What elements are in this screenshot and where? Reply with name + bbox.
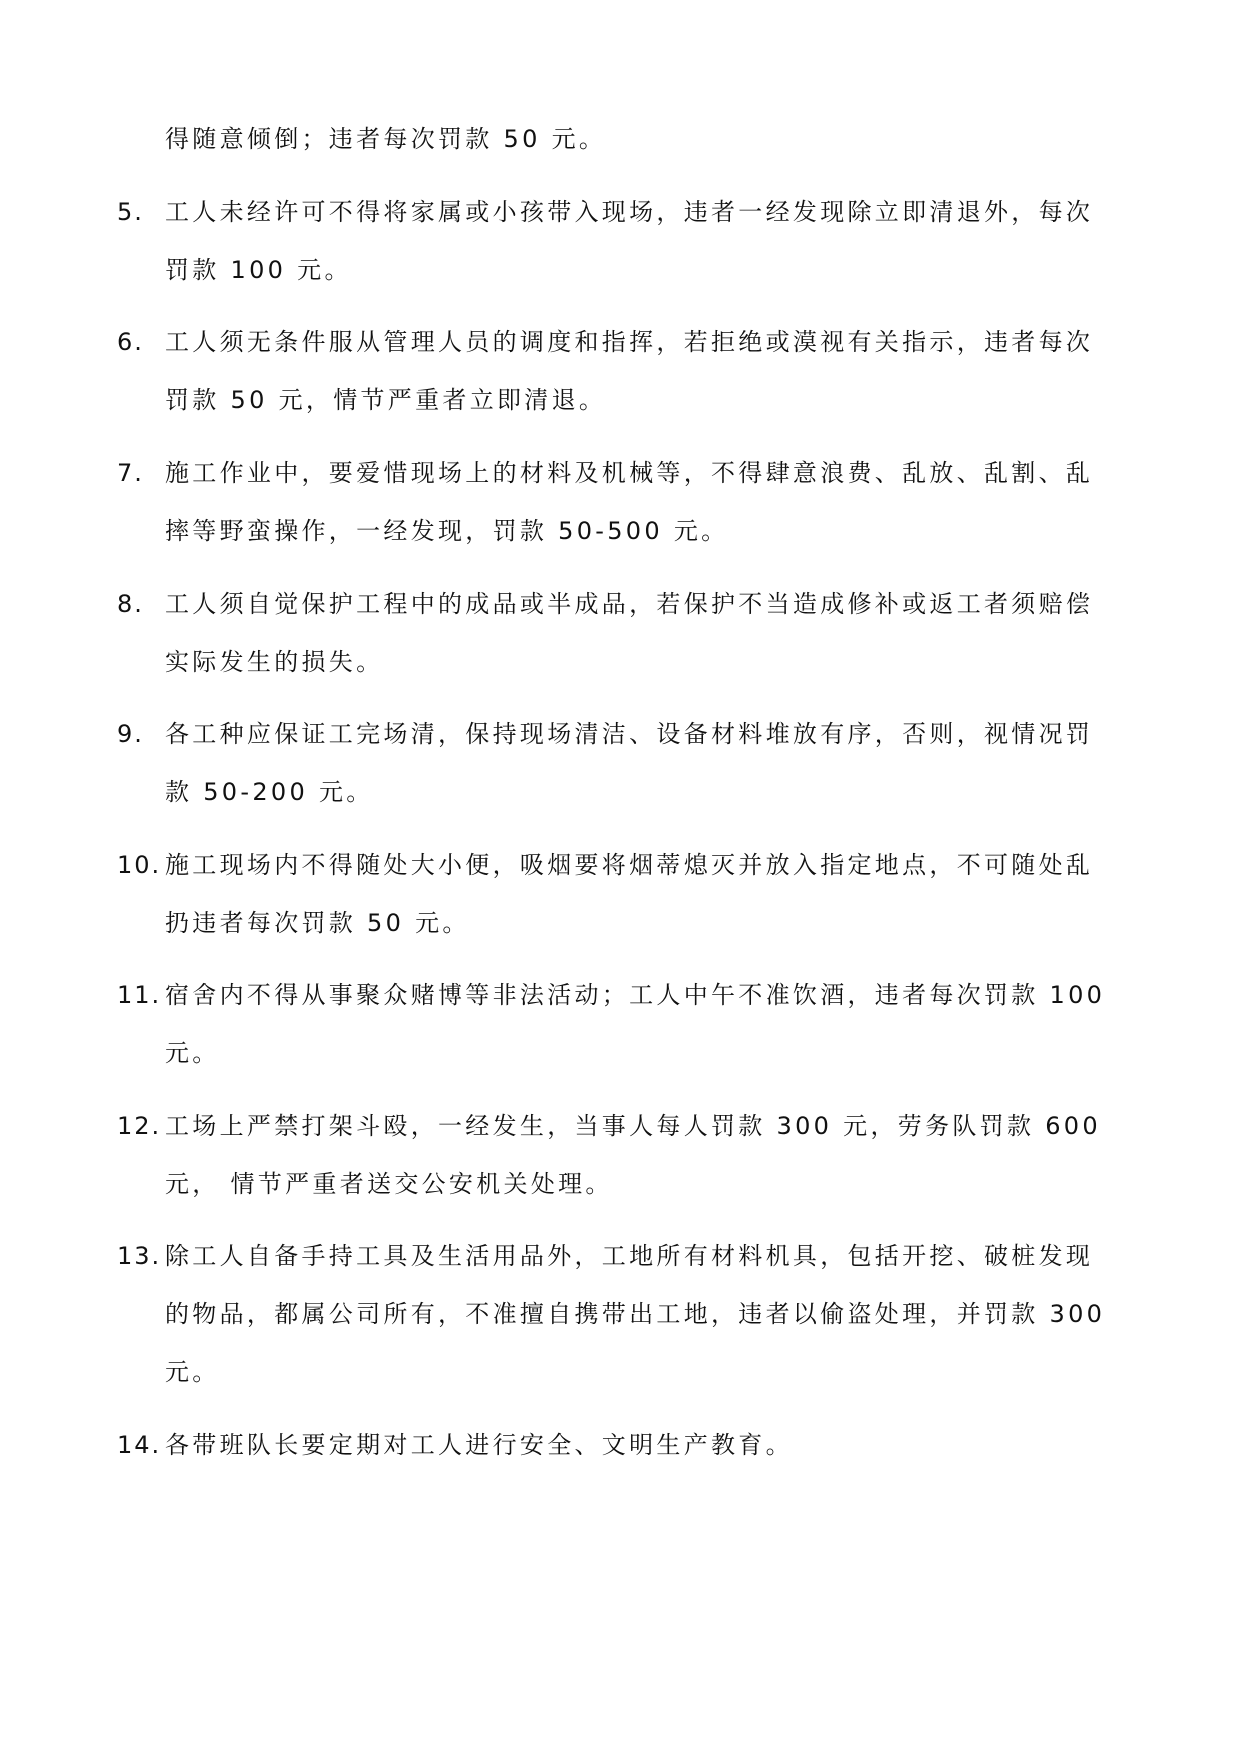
rule-text: 宿舍内不得从事聚众赌博等非法活动；工人中午不准饮酒，违者每次罚款 100 (165, 981, 1106, 1009)
rule-4-continuation: 得随意倾倒；违者每次罚款 50 元。 (165, 125, 607, 153)
rule-number: 7. (117, 459, 144, 487)
rule-number: 10. (117, 851, 162, 879)
rule-text: 施工现场内不得随处大小便，吸烟要将烟蒂熄灭并放入指定地点，不可随处乱 (165, 851, 1094, 879)
rule-text: 款 50-200 元。 (165, 778, 374, 806)
rule-text: 施工作业中，要爱惜现场上的材料及机械等，不得肆意浪费、乱放、乱割、乱 (165, 459, 1094, 487)
rule-number: 14. (117, 1431, 162, 1459)
rule-text: 元。 (165, 1358, 220, 1386)
rule-text: 实际发生的损失。 (165, 648, 384, 676)
rule-number: 5. (117, 198, 144, 226)
rule-text: 工人未经许可不得将家属或小孩带入现场，违者一经发现除立即清退外，每次 (165, 198, 1094, 226)
rule-number: 8. (117, 590, 144, 618)
rule-number: 6. (117, 328, 144, 356)
rule-number: 12. (117, 1112, 162, 1140)
rule-text: 摔等野蛮操作，一经发现，罚款 50-500 元。 (165, 517, 729, 545)
rule-number: 9. (117, 720, 144, 748)
rule-number: 13. (117, 1242, 162, 1270)
rule-text: 的物品，都属公司所有，不准擅自携带出工地，违者以偷盗处理，并罚款 300 (165, 1300, 1106, 1328)
rule-text: 工人须自觉保护工程中的成品或半成品，若保护不当造成修补或返工者须赔偿 (165, 590, 1094, 618)
rule-text: 元， 情节严重者送交公安机关处理。 (165, 1170, 613, 1198)
rule-text: 各带班队长要定期对工人进行安全、文明生产教育。 (165, 1431, 793, 1459)
rule-text: 元。 (165, 1039, 220, 1067)
rule-text: 罚款 50 元，情节严重者立即清退。 (165, 386, 607, 414)
rule-text: 除工人自备手持工具及生活用品外，工地所有材料机具，包括开挖、破桩发现 (165, 1242, 1094, 1270)
rule-text: 扔违者每次罚款 50 元。 (165, 909, 470, 937)
rule-text: 工场上严禁打架斗殴，一经发生，当事人每人罚款 300 元，劳务队罚款 600 (165, 1112, 1101, 1140)
rule-text: 工人须无条件服从管理人员的调度和指挥，若拒绝或漠视有关指示，违者每次 (165, 328, 1094, 356)
rule-text: 罚款 100 元。 (165, 256, 352, 284)
rule-text: 各工种应保证工完场清，保持现场清洁、设备材料堆放有序，否则，视情况罚 (165, 720, 1094, 748)
rule-number: 11. (117, 981, 162, 1009)
